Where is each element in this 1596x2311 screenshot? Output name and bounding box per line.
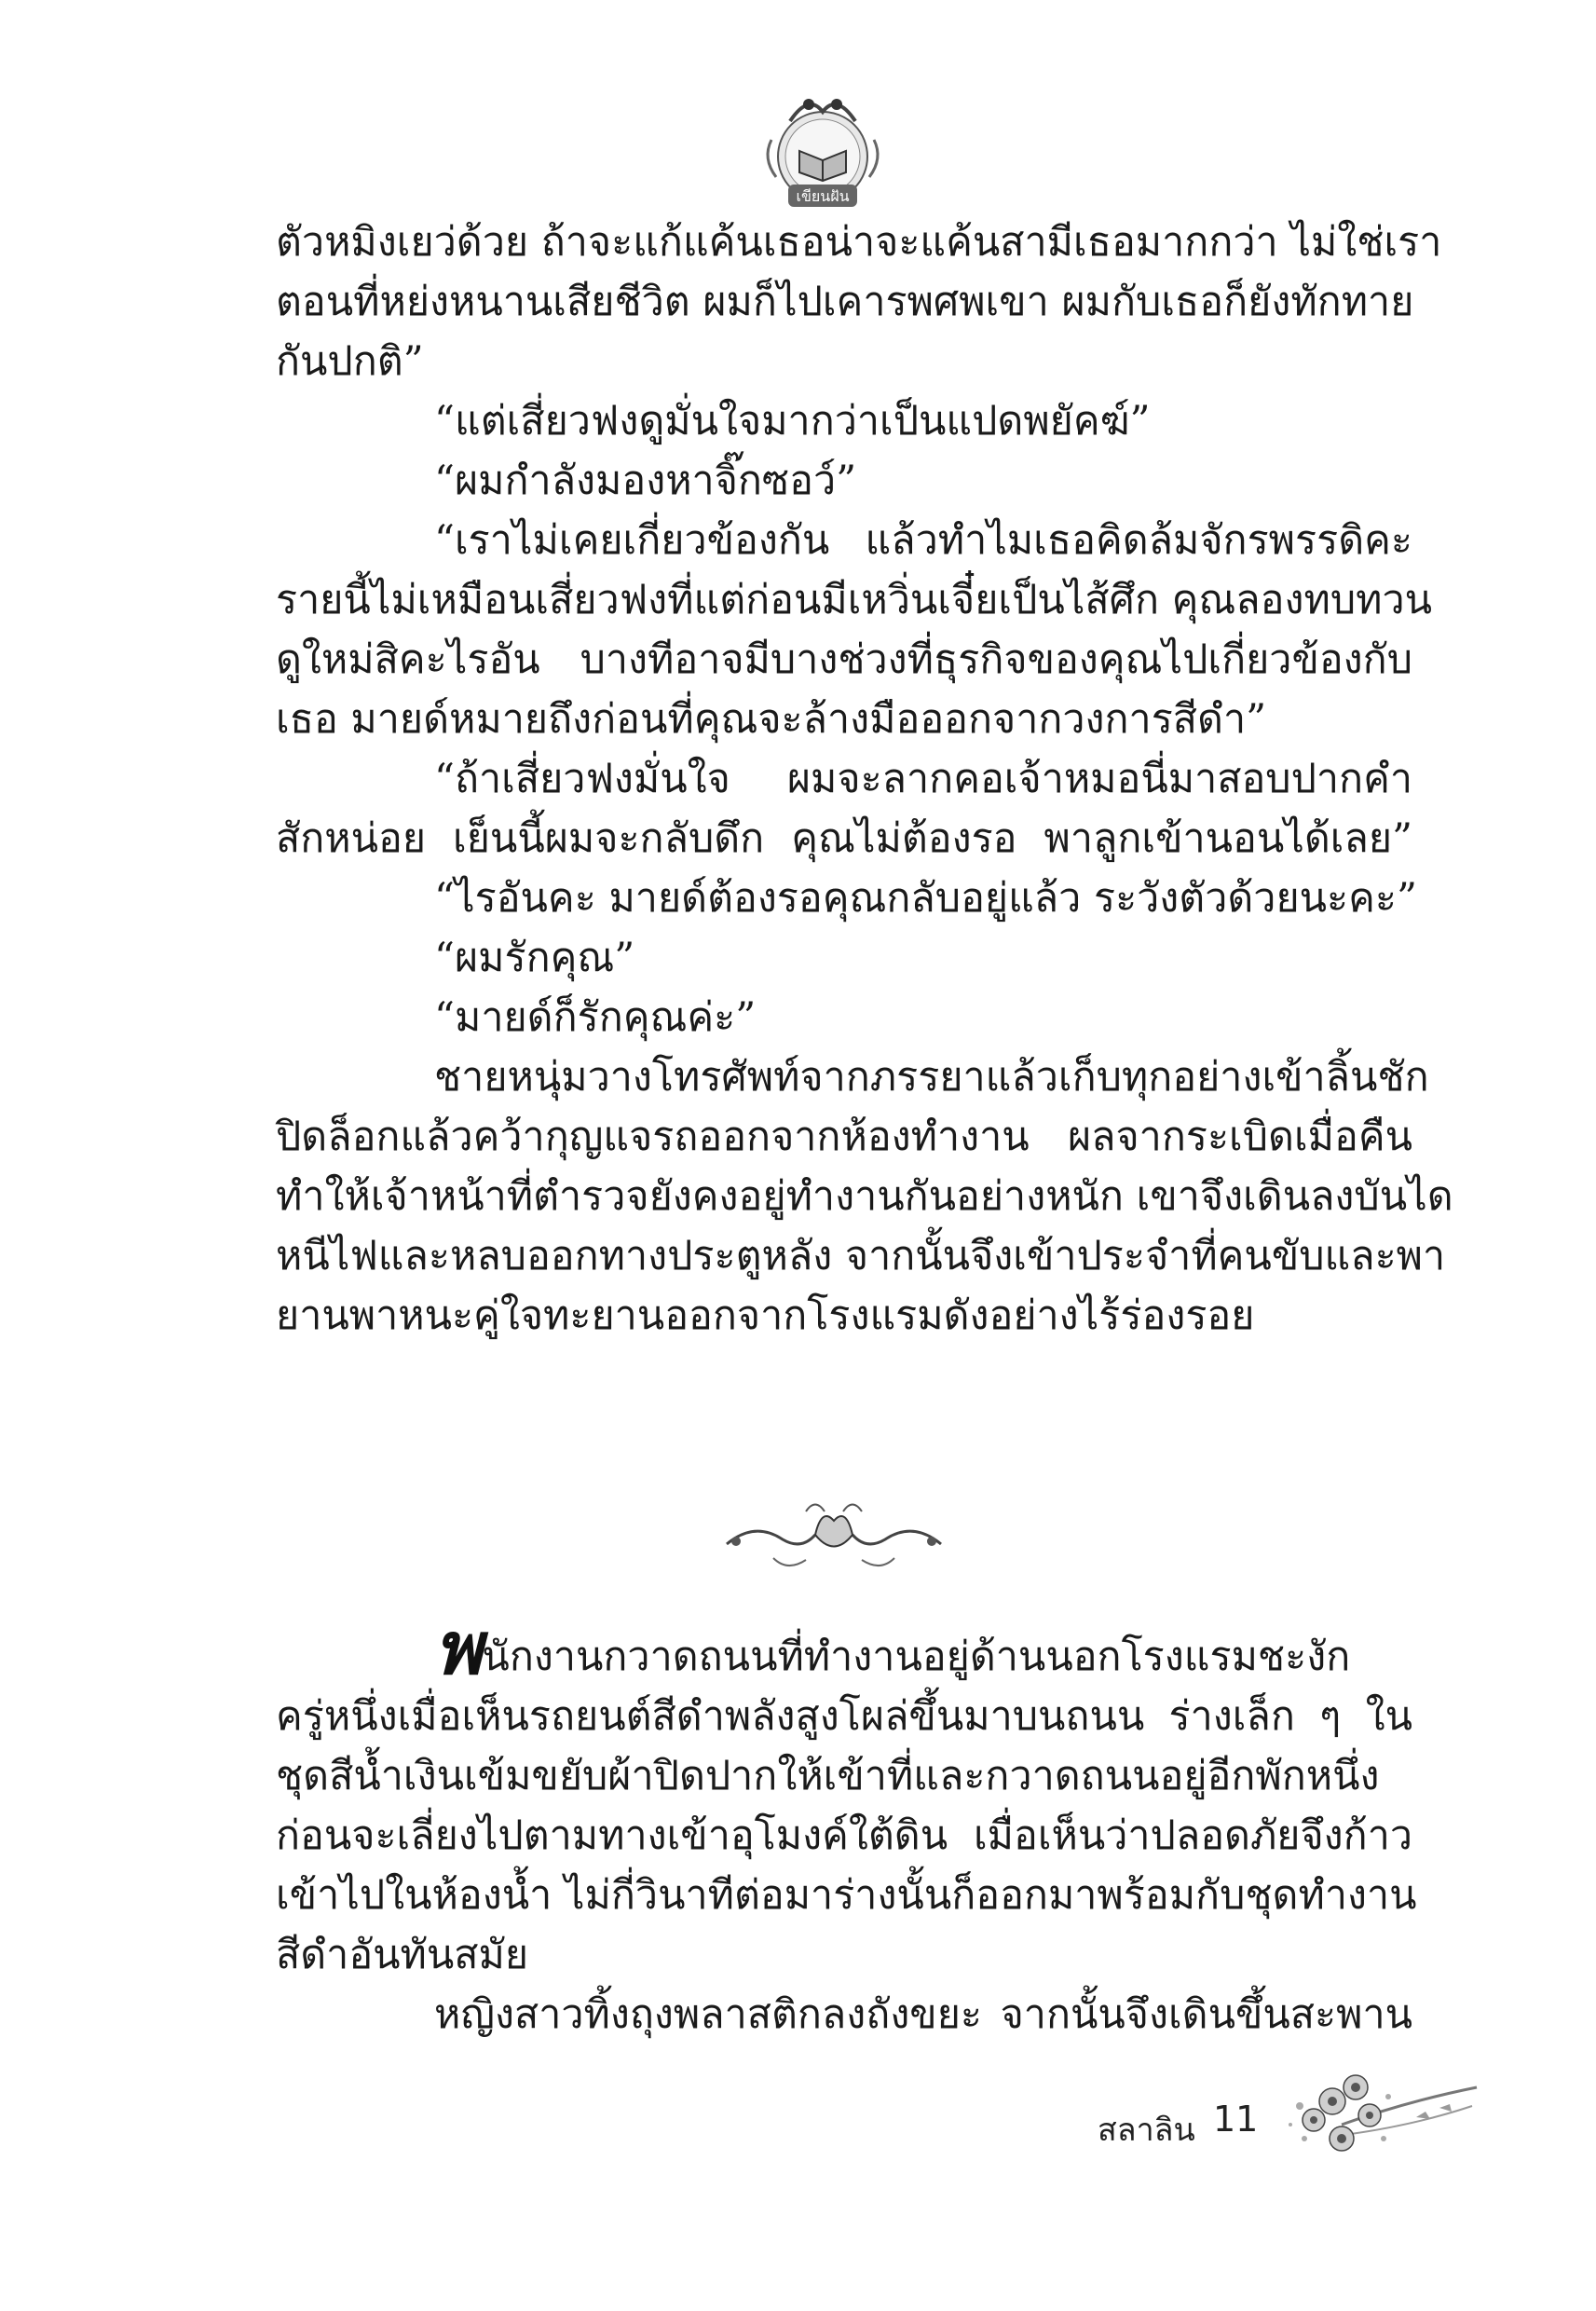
text-line: “ผมรักคุณ” <box>434 935 635 981</box>
text-line: รายนี้ไม่เหมือนเสี่ยวฟงที่แต่ก่อนมีเหวิ่นเจี๋ยเป็นไส้ศึก คุณลองทบทวน <box>276 577 1432 623</box>
emblem-label: เขียนฝัน <box>796 187 850 205</box>
text-line: ชุดสีน้ำเงินเข้มขยับผ้าปิดปากให้เข้าที่และกวาดถนนอยู่อีกพักหนึ่ง <box>276 1753 1380 1799</box>
text-line: กันปกติ” <box>276 338 424 385</box>
text-line: ปิดล็อกแล้วคว้ากุญแจรถออกจากห้องทำงาน ผลจากระเบิดเมื่อคืน <box>276 1114 1412 1160</box>
text-line: ยานพาหนะคู่ใจทะยานออกจากโรงแรมดังอย่างไร้ร่องรอย <box>276 1292 1255 1339</box>
text-line: ตัวหมิงเยว่ด้วย ถ้าจะแก้แค้นเธอน่าจะแค้นสามีเธอมากกว่า ไม่ใช่เรา <box>276 219 1442 266</box>
text-line: ดูใหม่สิคะไรอัน บางทีอาจมีบางช่วงที่ธุรกิจของคุณไปเกี่ยวข้องกับ <box>276 636 1412 683</box>
text-line: เธอ มายด์หมายถึงก่อนที่คุณจะล้างมือออกจากวงการสีดำ” <box>276 696 1267 743</box>
flower-bouquet-icon <box>1276 2050 1481 2181</box>
text-line: “ไรอันคะ มายด์ต้องรอคุณกลับอยู่แล้ว ระวังตัวด้วยนะคะ” <box>434 875 1417 922</box>
text-line: ทำให้เจ้าหน้าที่ตำรวจยังคงอยู่ทำงานกันอย่างหนัก เขาจึงเดินลงบันได <box>276 1173 1453 1220</box>
body-text-top <box>276 212 1453 1346</box>
page-number: 11 <box>1213 2099 1259 2140</box>
text-line: ก่อนจะเลี่ยงไปตามทางเข้าอุโมงค์ใต้ดิน เมื่อเห็นว่าปลอดภัยจึงก้าว <box>276 1812 1412 1859</box>
text-line: สักหน่อย เย็นนี้ผมจะกลับดึก คุณไม่ต้องรอ พาลูกเข้านอนได้เลย” <box>276 815 1412 862</box>
text-line-content: นักงานกวาดถนนที่ทำงานอยู่ด้านนอกโรงแรมชะงัก <box>482 1634 1351 1680</box>
text-line: เข้าไปในห้องน้ำ ไม่กี่วินาทีต่อมาร่างนั้นก็ออกมาพร้อมกับชุดทำงาน <box>276 1872 1417 1919</box>
footer-book-title: สลาลิน <box>1098 2112 1195 2149</box>
text-line: ครู่หนึ่งเมื่อเห็นรถยนต์สีดำพลังสูงโผล่ขึ้นมาบนถนน ร่างเล็ก ๆ ใน <box>276 1693 1412 1740</box>
body-text-bottom <box>276 1607 1417 2044</box>
text-line: “ผมกำลังมองหาจิ๊กซอว์” <box>434 458 857 504</box>
text-line: ตอนที่หย่งหนานเสียชีวิต ผมก็ไปเคารพศพเขา ผมกับเธอก็ยังทักทาย <box>276 279 1414 325</box>
text-line: ชายหนุ่มวางโทรศัพท์จากภรรยาแล้วเก็บทุกอย่างเข้าลิ้นชัก <box>434 1054 1429 1101</box>
text-line: “เราไม่เคยเกี่ยวข้องกัน แล้วทำไมเธอคิดล้มจักรพรรดิคะ <box>434 517 1412 564</box>
text-line: “แต่เสี่ยวฟงดูมั่นใจมากว่าเป็นแปดพยัคฆ์” <box>434 398 1151 444</box>
text-line: “ถ้าเสี่ยวฟงมั่นใจ ผมจะลากคอเจ้าหมอนี่มาสอบปากคำ <box>434 756 1412 802</box>
text-line: “มายด์ก็รักคุณค่ะ” <box>434 994 757 1041</box>
text-line <box>276 1607 1412 1691</box>
drop-cap: พ <box>434 1607 483 1691</box>
text-line: หนีไฟและหลบออกทางประตูหลัง จากนั้นจึงเข้าประจำที่คนขับและพา <box>276 1233 1446 1279</box>
scroll-ornament-icon <box>717 1493 950 1577</box>
text-line: สีดำอันทันสมัย <box>276 1932 529 1978</box>
text-line: หญิงสาวทิ้งถุงพลาสติกลงถังขยะ จากนั้นจึงเดินขึ้นสะพาน <box>434 1991 1412 2038</box>
book-emblem-icon <box>753 84 893 214</box>
